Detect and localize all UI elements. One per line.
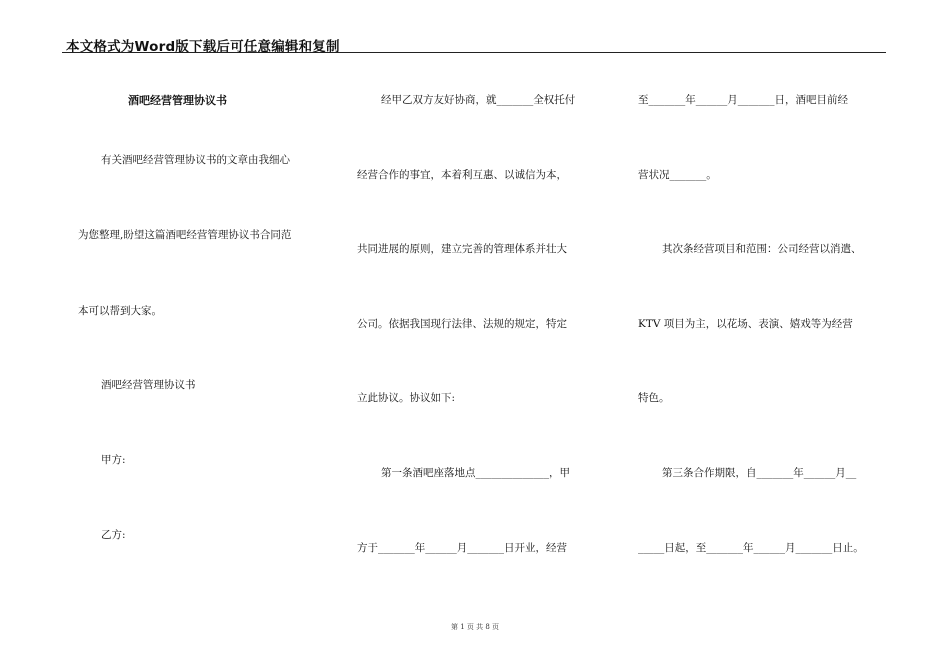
paragraph-line: 酒吧经营管理协议书: [101, 379, 196, 391]
paragraph-line: 本可以帮到大家。: [78, 305, 162, 317]
paragraph-line: 至_______年______月_______日，酒吧目前经: [638, 94, 848, 106]
paragraph-line: 为您整理,盼望这篇酒吧经营管理协议书合同范: [78, 229, 292, 241]
paragraph-line: 第一条酒吧座落地点______________，甲: [381, 467, 570, 479]
paragraph-line: 第三条合作期限，自_______年______月__: [662, 467, 857, 479]
party-b-label: 乙方:: [101, 529, 126, 541]
paragraph-line: 公司。依据我国现行法律、法规的规定，特定: [357, 318, 567, 330]
paragraph-line: _____日起，至_______年______月_______日止。: [638, 542, 864, 554]
party-a-label: 甲方:: [101, 454, 126, 466]
paragraph-line: 特色。: [638, 392, 670, 404]
paragraph-line: 经甲乙双方友好协商，就_______全权托付: [381, 94, 576, 106]
paragraph-line: 经营合作的事宜，本着利互惠、以诚信为本，: [357, 169, 567, 181]
header-divider: [62, 52, 886, 53]
document-title: 酒吧经营管理协议书: [128, 94, 227, 107]
paragraph-line: 有关酒吧经营管理协议书的文章由我细心: [101, 154, 290, 166]
document-header-title: 本文格式为Word版下载后可任意编辑和复制: [66, 39, 340, 55]
paragraph-line: 共同进展的原则，建立完善的管理体系并壮大: [357, 243, 567, 255]
paragraph-line: 其次条经营项目和范围：公司经营以消遣、: [662, 243, 862, 255]
paragraph-line: KTV 项目为主，以花场、表演、嬉戏等为经营: [638, 318, 853, 330]
paragraph-line: 立此协议。协议如下:: [357, 392, 456, 404]
paragraph-line: 方于_______年______月_______日开业，经营: [357, 542, 567, 554]
paragraph-line: 营状况_______。: [638, 169, 717, 181]
page-number: 第 1 页 共 8 页: [450, 623, 500, 631]
